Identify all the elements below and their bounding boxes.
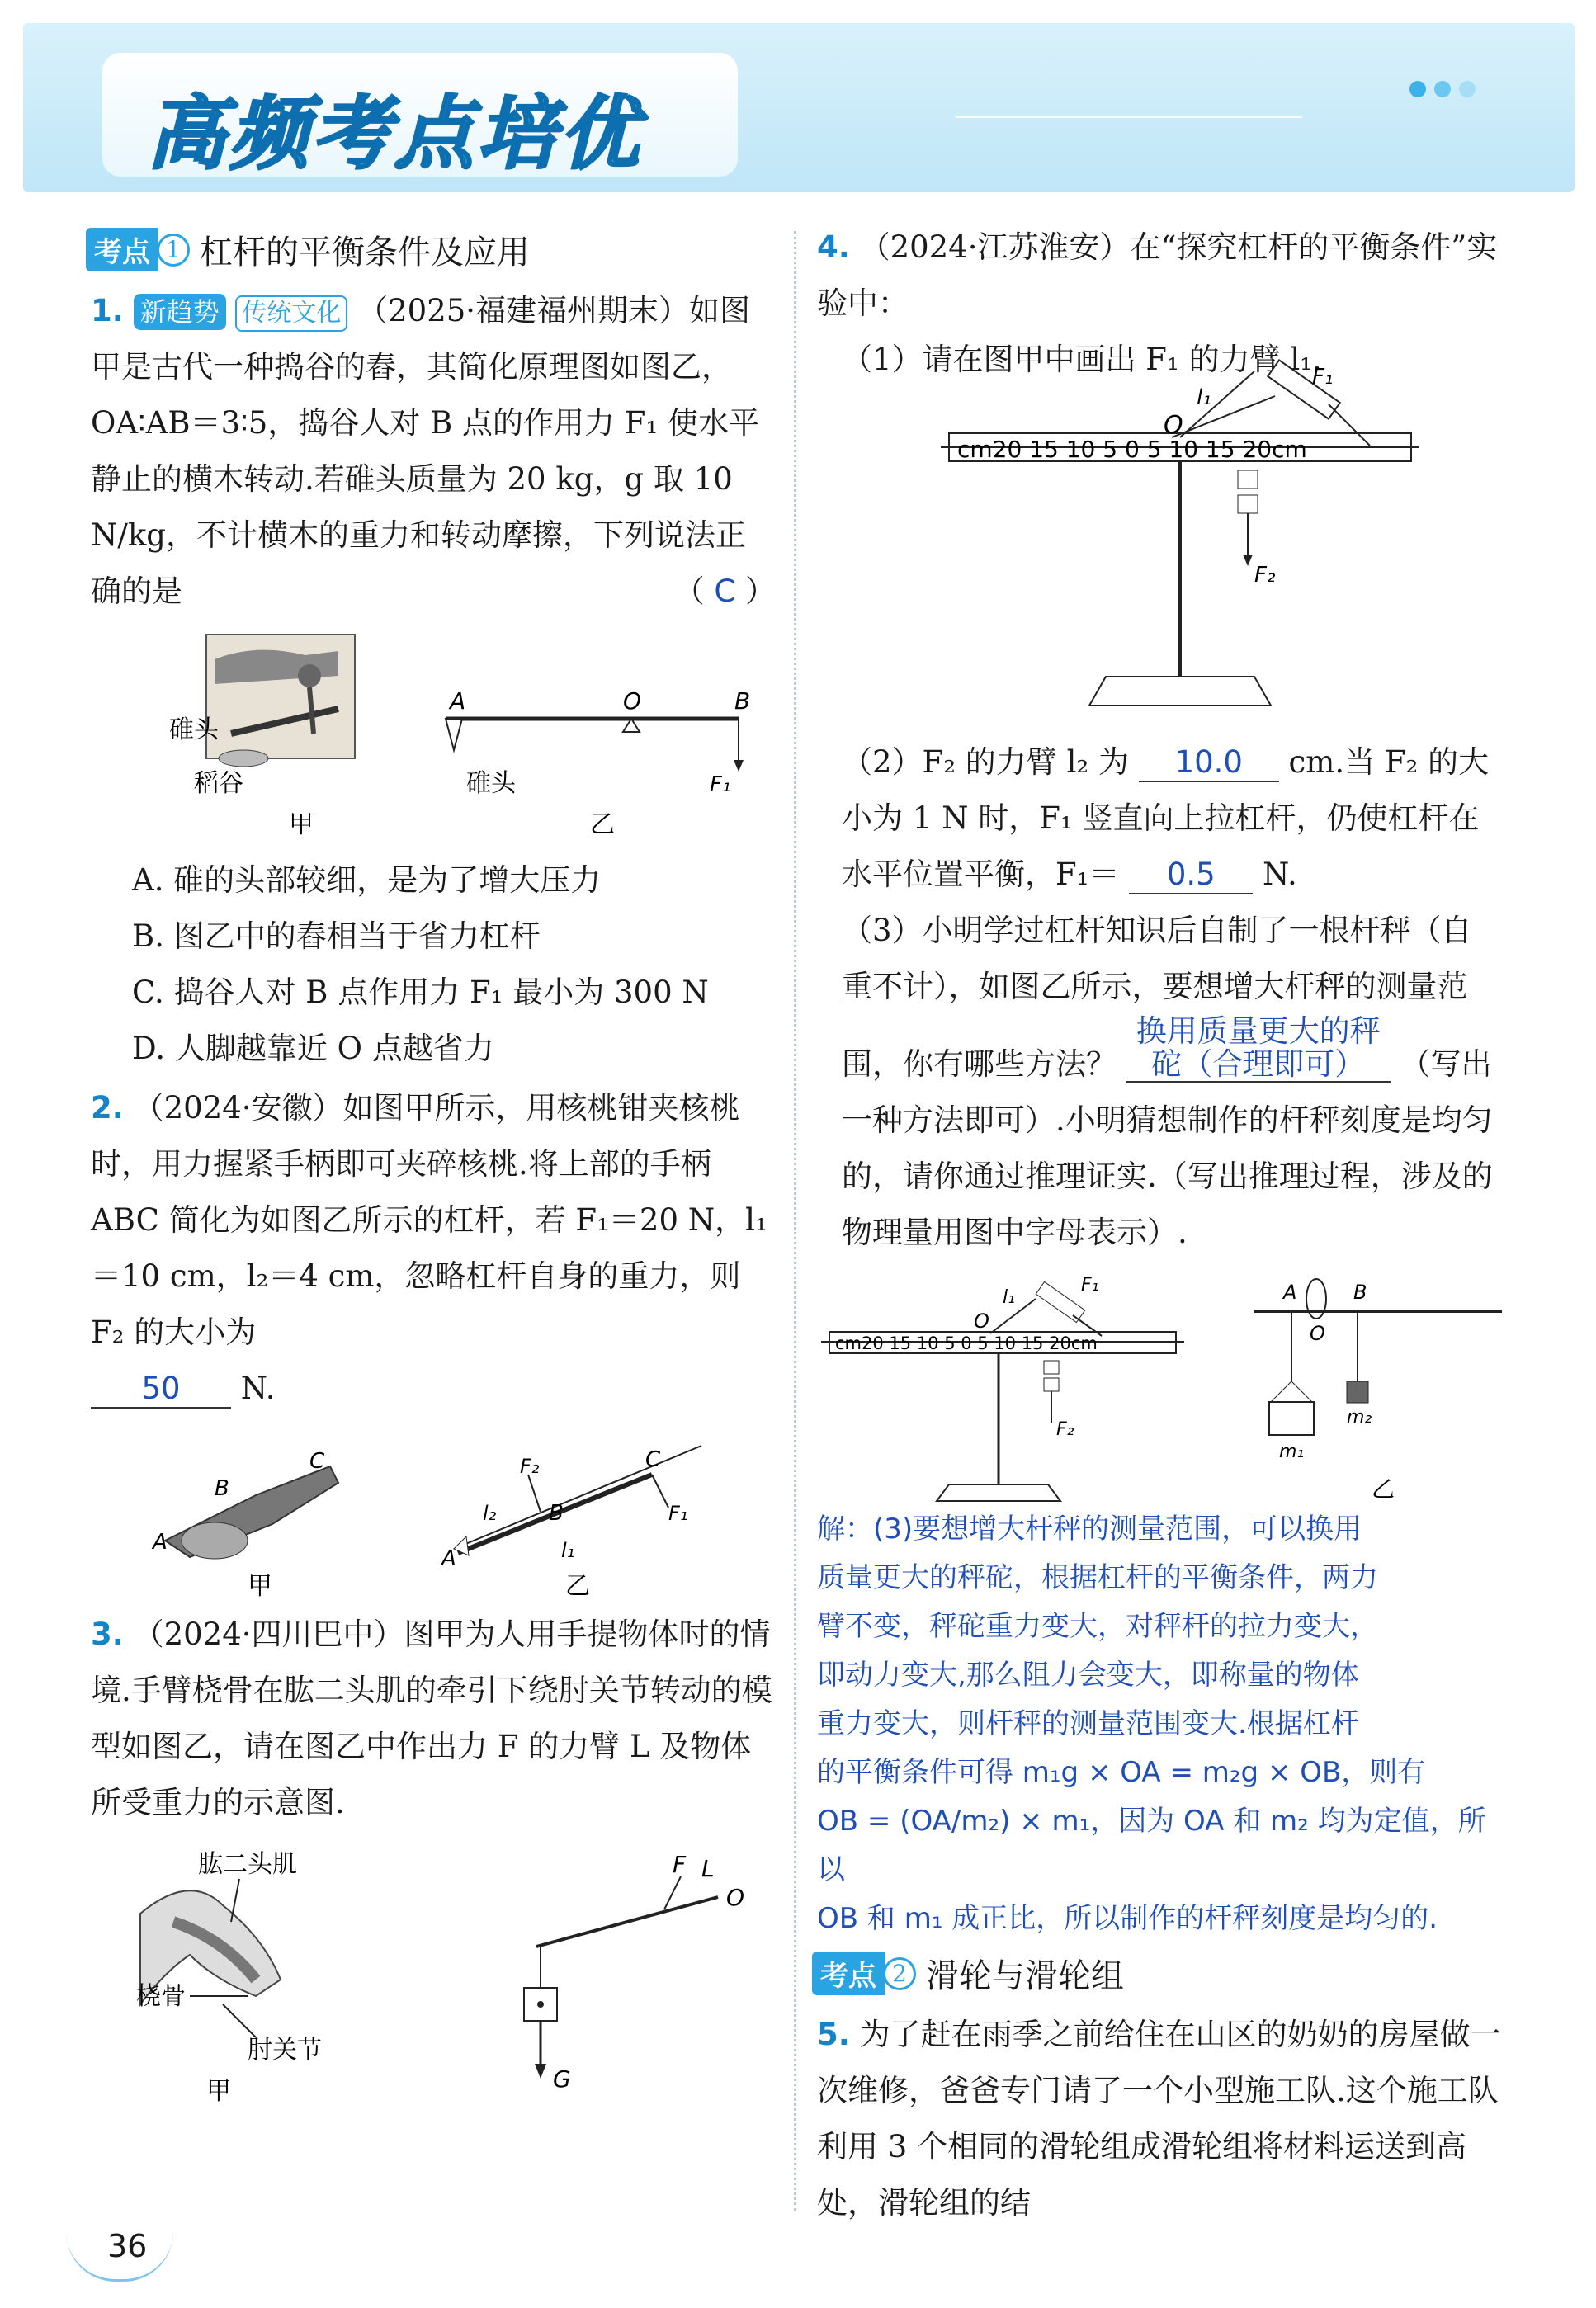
part-2-text-c: N. <box>1263 857 1297 892</box>
caption-yi: 乙 <box>1372 1475 1395 1503</box>
label-f1: F₁ <box>668 1502 688 1525</box>
question-3 <box>91 1607 776 1831</box>
answer-blank-l2: 10.0 <box>1139 744 1279 782</box>
answer-unit: N. <box>240 1371 276 1406</box>
question-number: 2. <box>91 1090 124 1126</box>
solution-line: 解：(3)要想增大杆秤的测量范围，可以换用 <box>817 1513 1362 1546</box>
q4-part-1: （1）请在图甲中画出 F₁ 的力臂 l₁. <box>842 342 1322 377</box>
walnut-hand <box>182 1522 248 1559</box>
q3-diagram <box>91 1839 776 2112</box>
label-biceps: 肱二头肌 <box>198 1850 297 1879</box>
part-2-text-a: （2）F₂ 的力臂 l₂ 为 <box>842 744 1129 780</box>
part-3-text-a: （3）小明学过杠杆知识后自制了一根杆秤（自重不计），如图乙所示，要想增大杆秤的测量范围，你有哪些方法？ <box>842 913 1472 1082</box>
banner-title: 高频考点培优 <box>147 87 642 180</box>
caption-yi: 乙 <box>565 1572 590 1601</box>
solution-line: 的平衡条件可得 m₁g × OA = m₂g × OB，则有 <box>817 1756 1426 1789</box>
question-5 <box>817 2007 1502 2231</box>
answer-blank: 50 <box>91 1371 231 1409</box>
hook-weight-1 <box>1238 470 1258 489</box>
column-divider <box>794 231 796 2211</box>
small-base <box>937 1484 1060 1501</box>
label-c: C <box>309 1449 325 1474</box>
q1-diagram <box>91 626 776 841</box>
section-number: 2 <box>883 1957 916 1990</box>
question-text: 为了赶在雨季之前给住在山区的奶奶的房屋做一次维修，爸爸专门请了一个小型施工队.这个施工队利用 3 个相同的滑轮组成滑轮组将材料运送到高处，滑轮组的结 <box>817 2017 1501 2221</box>
section-title: 杠杆的平衡条件及应用 <box>200 234 530 271</box>
label-f2: F₂ <box>520 1455 540 1478</box>
left-column <box>91 223 776 2112</box>
center-of-gravity <box>537 2001 544 2008</box>
part-3-text-b: （写出一种方法即可）.小明猜想制作的杆秤刻度是均匀的，请你通过推理证实.（写出推理过程，涉及的物理量用图中字母表示）. <box>842 1046 1493 1250</box>
label-o-2: O <box>1310 1322 1325 1345</box>
question-4-intro <box>817 219 1502 332</box>
label-l2: l₂ <box>483 1502 497 1525</box>
label-f2: F₂ <box>1056 1419 1074 1440</box>
label-f1: F₁ <box>1081 1275 1099 1296</box>
option-d: D. 人脚越靠近 O 点越省力 <box>132 1031 494 1066</box>
q4-diagram-yi <box>817 1266 1502 1513</box>
q4-diagram-jia <box>817 365 1502 734</box>
culture-tag: 传统文化 <box>235 295 347 332</box>
q4-figure-yi <box>817 1266 1502 1513</box>
arrowhead <box>535 2064 546 2079</box>
banner-dots <box>1409 81 1476 97</box>
label-l1: l₁ <box>561 1539 575 1562</box>
label-l: L <box>701 1855 715 1882</box>
section-tag: 考点 <box>812 1952 885 1995</box>
question-number: 3. <box>91 1617 124 1652</box>
small-weight-2 <box>1044 1378 1059 1391</box>
force-f1 <box>652 1475 668 1508</box>
option-a: A. 碓的头部较细，是为了增大压力 <box>132 862 602 898</box>
question-number: 1. <box>91 293 124 328</box>
force-f2 <box>528 1475 541 1512</box>
label-head-2: 碓头 <box>466 769 516 798</box>
small-weight-1 <box>1044 1361 1059 1374</box>
label-f: F <box>673 1851 687 1878</box>
answer-choice: C <box>714 573 736 609</box>
label-radius: 桡骨 <box>136 1982 186 2011</box>
q2-figure <box>91 1417 776 1601</box>
label-l1: l₁ <box>1003 1287 1015 1308</box>
forearm-line <box>536 1897 718 1947</box>
question-text: （2024·四川巴中）图甲为人用手提物体时的情境.手臂桡骨在肱二头肌的牵引下绕肘关节转动的模型如图乙，请在图乙中作出力 F 的力臂 L 及物体所受重力的示意图. <box>91 1617 772 1820</box>
label-f1: F₁ <box>1312 365 1334 389</box>
q4-part-3 <box>817 903 1502 1261</box>
small-ruler-scale: cm20 15 10 5 0 5 10 15 20cm <box>835 1333 1098 1353</box>
head-weight <box>446 719 462 750</box>
label-a-2: A <box>441 1546 456 1571</box>
label-o: O <box>974 1310 989 1333</box>
label-a: A <box>450 687 466 715</box>
label-b: B <box>1353 1281 1367 1304</box>
section-number: 1 <box>157 234 190 267</box>
arrowhead <box>1243 555 1253 566</box>
question-text: （2024·安徽）如图甲所示，用核桃钳夹核桃时，用力握紧手柄即可夹碎核桃.将上部的手柄 ABC 简化为如图乙所示的杠杆，若 F₁＝20 N，l₁＝10 cm，l₂＝4 cm，忽略杠杆自身的重力，则 F₂ 的大小为 <box>91 1090 767 1350</box>
answer-bracket: （ C ） <box>673 573 776 609</box>
grain-bowl <box>219 750 268 767</box>
q3-figure <box>91 1839 776 2112</box>
label-o: O <box>623 687 642 715</box>
pointer-line-3 <box>223 2004 256 2037</box>
stand-base <box>1089 677 1271 706</box>
arrowhead <box>734 760 744 772</box>
q2-diagram <box>91 1417 776 1601</box>
hook-weight-2 <box>1238 495 1258 513</box>
caption-yi: 乙 <box>590 810 615 839</box>
solution-line: OB 和 m₁ 成正比，所以制作的杆秤刻度是均匀的. <box>817 1902 1438 1935</box>
question-2 <box>91 1080 776 1417</box>
part-2-text-b: cm.当 F₂ 的大小为 1 N 时，F₁ 竖直向上拉杠杆，仍使杠杆在水平位置平衡，F₁＝ <box>842 744 1490 892</box>
question-text: （2024·江苏淮安）在“探究杠杆的平衡条件”实验中： <box>817 229 1498 321</box>
label-o: O <box>1164 411 1183 440</box>
label-elbow: 肘关节 <box>248 2036 322 2065</box>
label-head: 碓头 <box>169 715 219 744</box>
q4-part-2 <box>817 734 1502 903</box>
force-f-arrow <box>664 1876 681 1909</box>
caption-jia: 甲 <box>289 810 314 839</box>
solution-line: 重力变大，则杆秤的测量范围变大.根据杠杆 <box>817 1707 1359 1740</box>
small-spring-scale <box>1036 1281 1084 1322</box>
label-b: B <box>734 687 751 715</box>
option-c: C. 捣谷人对 B 点作用力 F₁ 最小为 300 N <box>132 975 709 1010</box>
section-2-heading <box>812 1950 1502 1997</box>
right-column <box>817 223 1502 2231</box>
label-c-2: C <box>645 1447 661 1472</box>
question-1 <box>91 283 776 620</box>
caption-jia: 甲 <box>248 1572 272 1601</box>
label-a: A <box>153 1530 168 1555</box>
ruler-scale: cm20 15 10 5 0 5 10 15 20cm <box>957 436 1307 463</box>
option-b: B. 图乙中的舂相当于省力杠杆 <box>132 918 541 954</box>
pan-top <box>1271 1381 1312 1402</box>
answer-blank-f1: 0.5 <box>1129 857 1253 894</box>
q4-solution <box>817 1505 1502 1943</box>
label-a: A <box>1283 1281 1297 1304</box>
answer-blank-method: 换用质量更大的秤砣（合理即可） <box>1126 1015 1391 1083</box>
label-f2: F₂ <box>1254 563 1276 588</box>
label-l1: l₁ <box>1197 385 1211 410</box>
banner-decoration <box>956 116 1302 118</box>
label-o: O <box>726 1884 745 1911</box>
label-b-2: B <box>549 1501 564 1526</box>
section-1-heading <box>86 226 776 273</box>
solution-line: 即动力变大,那么阻力会变大，即称量的物体 <box>817 1659 1359 1692</box>
label-m2: m₂ <box>1347 1407 1372 1428</box>
trend-tag: 新趋势 <box>134 294 226 330</box>
q4-figure-jia <box>817 365 1502 734</box>
person-head <box>298 664 321 687</box>
page-number: 36 <box>107 2228 148 2264</box>
weight-m2 <box>1347 1381 1368 1403</box>
pan-m1 <box>1269 1402 1314 1435</box>
question-number: 4. <box>817 229 850 265</box>
caption-jia: 甲 <box>206 2077 231 2106</box>
q1-options <box>91 852 776 1077</box>
section-title: 滑轮与滑轮组 <box>926 1957 1124 1995</box>
question-number: 5. <box>817 2017 850 2052</box>
label-f1: F₁ <box>710 772 731 797</box>
section-tag: 考点 <box>86 228 158 271</box>
solution-line: 臂不变，秤砣重力变大，对秤杆的拉力变大， <box>817 1610 1378 1643</box>
label-grain: 稻谷 <box>194 769 243 798</box>
solution-line: 质量更大的秤砣，根据杠杆的平衡条件，两力 <box>817 1561 1378 1594</box>
header-banner <box>23 23 1575 192</box>
string-line <box>1172 396 1275 437</box>
lever-line <box>454 1446 701 1549</box>
label-m1: m₁ <box>1279 1442 1305 1462</box>
q1-figure <box>91 626 776 841</box>
label-b: B <box>215 1476 229 1501</box>
question-text: （2025·福建福州期末）如图甲是古代一种捣谷的舂，其简化原理图如图乙，OA∶AB＝3∶5，捣谷人对 B 点的作用力 F₁ 使水平静止的横木转动.若碓头质量为 20 kg，g 取 10 N/kg，不计横木的重力和转动摩擦，下列说法正确的是 <box>91 293 760 609</box>
label-g: G <box>553 2065 571 2093</box>
solution-line: OB = (OA/m₂) × m₁，因为 OA 和 m₂ 均为定值，所以 <box>817 1805 1486 1886</box>
